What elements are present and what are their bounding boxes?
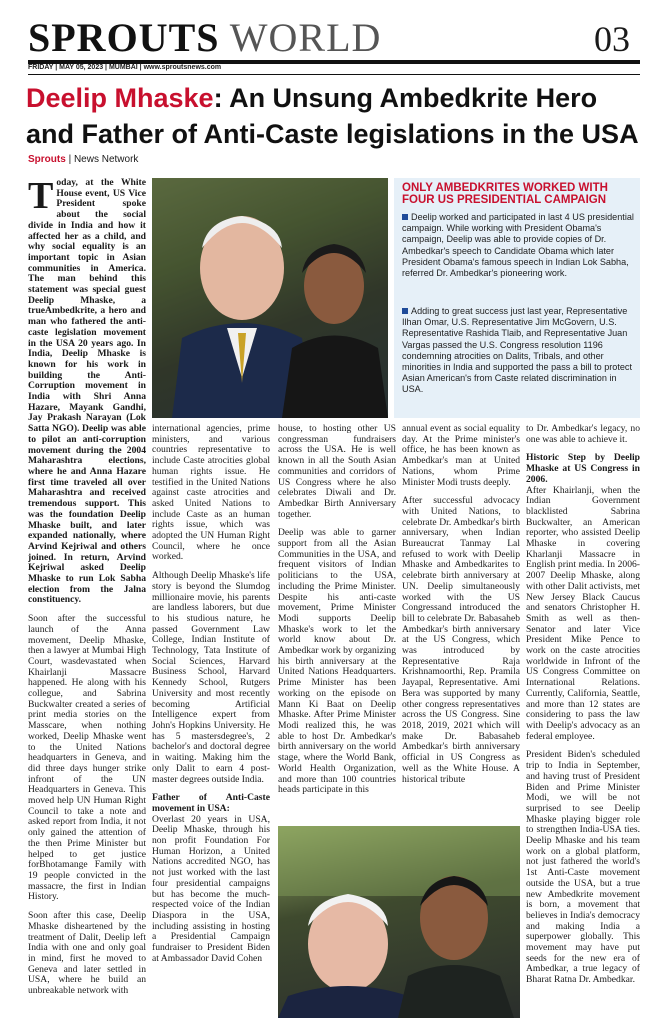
paragraph: Overlast 20 years in USA, Deelip Mhaske, through his non profit Foundation For Human Horizon, a United Nations accredited NGO, has not just worked with the last four presidential campaigns but has become the much-respected voice of the Indian Diaspora in the USA, including assisting in hosting a Presidential Campaign fundraiser to President Biden at Ambassador David Cohen xyxy=(152,813,270,964)
article-column-5 xyxy=(526,424,640,1018)
sidebar-bullet xyxy=(402,212,634,279)
lead-paragraph: oday, at the White House event, US Vice President spoke about the social divide in India and how it affected her as a child, and why social equality is an important topic in Asian communities in America. The man behind this statement was special guest Deelip Mhaske, a trueAmbedkrite, a hero and man who fathered the anti-caste legislation movement in the USA 20 years ago. In India, Deelip Mhaske is known for his work in building the Anti-Corruption movement in India with Shri Anna Hazare, Mayank Gandhi, Jay Prakash Narayan (Lok Satta NGO). Deelip was able to pilot an anti-corruption movement during the 2004 Maharashtra elections, where he and Anna Hazare first time traveled all over Maharashtra and received tremendous support. This was the foundation Deelip Mhaske built, and later expanded nationally, where Arvind Kejriwal and others joined. In return, Arvind Kejriwal asked Deelip Mhaske to run Lok Sabha election from the Jalna constituency. xyxy=(28,178,146,606)
sidebar-bullet-text: Adding to great success just last year, Representative Ilhan Omar, U.S. Representative Jim McGovern, U.S. Representative Rashida Tlaib, and Representative Juan Vargas passed the U.S. Congress resolution 1196 condemning atrocities on Dalits, Tribals, and other minorities in India and supported the pass a bill to protect Asian American's from Caste related discrimination in USA. xyxy=(402,306,633,395)
article-column-2 xyxy=(152,424,270,1018)
sidebar-heading: ONLY AMBEDKRITES WORKED WITH FOUR US PRESIDENTIAL CAMPAIGN xyxy=(402,182,608,206)
photo-biden-mhaske xyxy=(152,178,388,418)
headline xyxy=(26,80,646,152)
sidebar-bullet xyxy=(402,306,634,396)
paragraph: Deelip was able to garner support from all the Asian Communities in the USA, and frequent visitors of Indian politicians to the USA, including the Prime Minister. Despite his anti-caste movement, Prime Minister Modi supports Deelip Mhaske's work to let the world know about Dr. Ambedkar work by organizing his birth anniversary at the United Nations Headquarters. Prime Minister has been working on the episode on Mann Ki Baat on Deelip Mhaske. After Prime Minister Modi realized this, he was able to host Dr. Ambedkar's birth anniversary on the world stage, where the World Bank, World Health Organization, and more than 100 countries heads participate in this xyxy=(278,527,396,796)
masthead-title-bold: SPROUTS xyxy=(28,15,220,60)
paragraph: After Khairlanji, when the Indian Government blacklisted Sabrina Buckwalter, an American reporter, who assisted Deelip Mhaske in covering Kharlanji Massacre in English print media. In 2006-2007 Deelip Mhaske, along with other Dalit activists, met New Jersey Black Caucus and senators Christopher H. Smith as well as then-Senator and later Vice President Mike Pence to work on the caste atrocities worldwide in Infront of the US Congress Committee on International Relations. Currently, California, Seattle, and more than 12 states are considering to pass the law with Deelip's advocacy as an federal employee. xyxy=(526,484,640,742)
square-bullet-icon xyxy=(402,308,408,314)
byline-brand: Sprouts xyxy=(28,154,66,165)
masthead xyxy=(28,16,381,60)
sidebar-box xyxy=(394,178,640,418)
byline-separator: | xyxy=(68,154,72,165)
headline-rest: : An Unsung Ambedkrite Hero and Father of Anti-Caste legislations in the USA xyxy=(26,83,639,149)
paragraph: Although Deelip Mhaske's life story is beyond the Slumdog millionaire movie, his parents are landless laborers, but due to his studious nature, he passed Government Law College, Indian Institute of Technology, Tata Institute of Social Sciences, Harvard Business School, Harvard Kennedy School, Rutgers University and most recently becoming Artificial Intelligence expert from John's Hopkins University. He has 5 mastersdegree's, 2 bachelor's and doctoral degree in waiting. Making him the only Dalit to earn 4 post-master degrees outside India. xyxy=(152,570,270,785)
paragraph: President Biden's scheduled trip to India in September, and having trust of President Biden and Prime Minister Modi, we will be not surprised to see Deelip Mhaske playing bigger role to strengthen India-USA ties. Deelip Mhaske and his team work on a global platform, not just fathered the world's 1st Anti-Caste movement outside the USA, but a true new Ambedkrite movement is born, a movement that believes in India's democracy and making India a superpower globally. This movement may have put seeds for the new era of Ambedkar, a true legacy of Bharat Ratna Dr. Ambedkar. xyxy=(526,749,640,986)
drop-cap: T xyxy=(28,178,54,217)
sidebar-bullet-text: Deelip worked and participated in last 4 US presidential campaign. While working with President Obama's campaign, Deelip was able to provide copies of Dr. Ambedkar's speech to Candidate Obama which later President Obama's famous speech in Indian Lok Sabha, referred Dr. Ambedkar's pioneering work. xyxy=(402,212,634,279)
article-column-3 xyxy=(278,424,396,822)
byline xyxy=(28,154,138,165)
masthead-title-light: WORLD xyxy=(229,15,382,60)
dateline: FRIDAY | MAY 05, 2023 | MUMBAI | www.sproutsnews.com xyxy=(28,64,222,71)
paragraph: house, to hosting other US congressman fundraisers across the USA. He is well known in all the South Asian communities and corridors of US Congress where he also celebrates Diwali and Dr. Ambedkar Birth Anniversary together. xyxy=(278,424,396,520)
paragraph: Soon after the successful launch of the Anna movement, Deelip Mhaske, then a lawyer at Mumbai High Court, wasdevastated when Khairlanji Massacre happened. He along with his collegue, and Sabrina Buckwalter created a series of print media stories on the Masscare, when nothing worked, Deelip Mhaske went to the United Nations headquarters in Geneva, and did three days hunger strike infront of the UN Headquarters in Geneva. This moved help UN Human Right Council to take a note and asked report from India, it not only gained the attention of the then Prime Minister but helped to get justice forBhotamange Family with 19 people convicted in the massacre, the first in Indian History. xyxy=(28,613,146,903)
paragraph: international agencies, prime ministers, and various countries representative to include Caste atrocities global human rights issue. He testified in the United Nations against caste atrocities and asked United Nations to include Caste as an human rights issue, which was adopted the UN Human Right Council, where he once worked. xyxy=(152,424,270,563)
square-bullet-icon xyxy=(402,214,408,220)
article-column-1 xyxy=(28,178,146,1018)
page-number: 03 xyxy=(594,19,630,59)
headline-name: Deelip Mhaske xyxy=(26,83,214,113)
paragraph: annual event as social equality day. At the Prime minister's office, he has been known as Ambedkar's man at United Nations, whom Prime Minister Modi trusts deeply. xyxy=(402,424,520,488)
article-column-4 xyxy=(402,424,520,822)
subheading: Historic Step by Deelip Mhaske at US Congress in 2006. xyxy=(526,452,640,485)
paragraph: After successful advocacy with United Nations, to celebrate Dr. Ambedkar's birth anniversary, when Indian Bureaucrat Tanmay Lal refused to work with Deelip Mhaske and Ambedkarites to celebrate birth anniversary at UN. Deelip simultaneously worked with the US Congressand introduced the bill to celebrate Dr. Babasaheb Ambedkar's birth anniversary at the US Congress, which was introduced by Representative Raja Krishnamoorthi, Rep. Pramila Jayapal, Representative. Ami Bera was supported by many other congress representatives across the US Congress. Sine 2018, 2019, 2021 which will make Dr. Babasaheb Ambedkar's birth anniversary official in US Congress as well as the White House. A historical tribute xyxy=(402,495,520,785)
subheading: Father of Anti-Caste movement in USA: xyxy=(152,792,270,814)
photo-clinton-mhaske xyxy=(278,826,520,1018)
dateline-rule xyxy=(28,74,640,75)
paragraph: to Dr. Ambedkar's legacy, no one was able to achieve it. xyxy=(526,424,640,445)
paragraph: Soon after this case, Deelip Mhaske disheartened by the treatment of Dalit, Deelip left India with one and only goal in mind, first he moved to Geneva and later settled in USA, where he build an unbreakable network with xyxy=(28,910,146,997)
byline-desk: News Network xyxy=(73,154,139,165)
